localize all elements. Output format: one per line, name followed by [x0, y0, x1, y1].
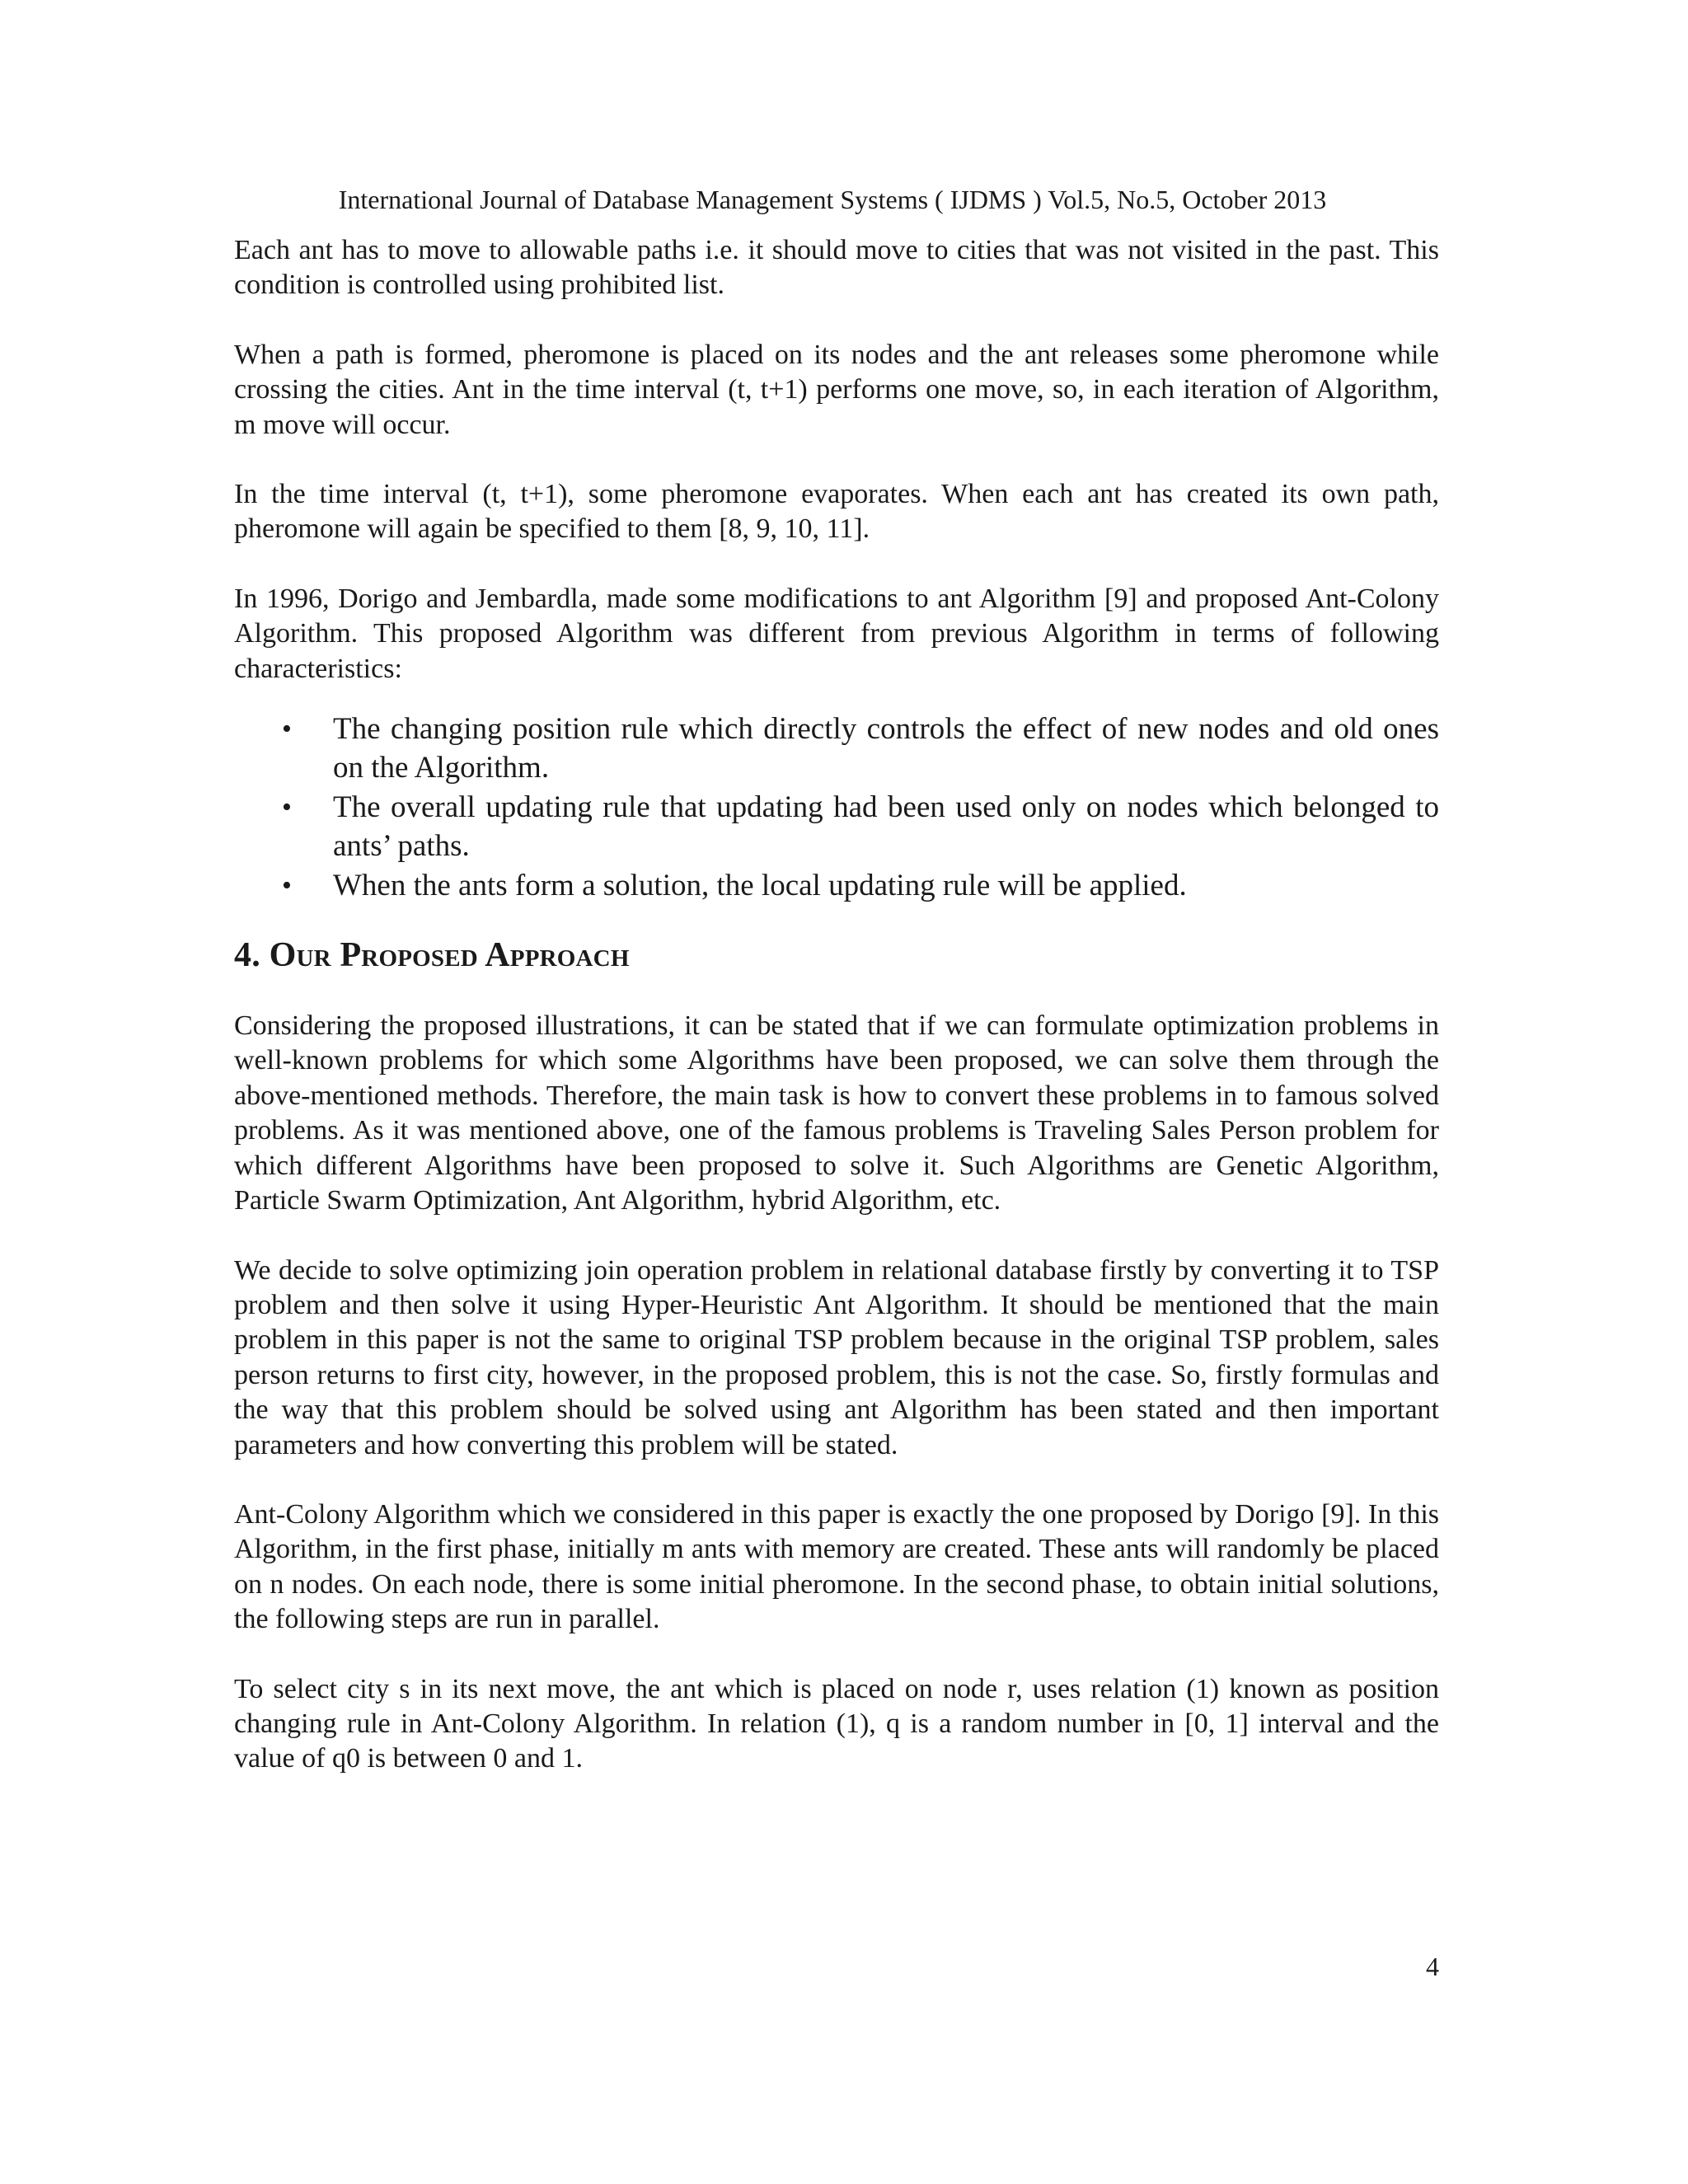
paragraph-considering: Considering the proposed illustrations, it can be stated that if we can formulate optimization problems in well-known problems for which some Algorithms have been proposed, we can solve them through the above-mentioned methods. Therefore, the main task is how to convert these problems in to famous solved problems. As it was mentioned above, one of the famous problems is Traveling Sales Person problem for which different Algorithms have been proposed to solve it. Such Algorithms are Genetic Algorithm, Particle Swarm Optimization, Ant Algorithm, hybrid Algorithm, etc.	[234, 1010, 1439, 1216]
list-item	[234, 788, 1439, 865]
page-number: 4	[1426, 1952, 1439, 1981]
bullet-icon: •	[282, 714, 292, 745]
section-heading: 4. Our Proposed Approach	[234, 936, 630, 975]
paragraph-path-formed: When a path is formed, pheromone is placed on its nodes and the ant releases some pheromone while crossing the cities. Ant in the time interval (t, t+1) performs one move, so, in each iteration of Algorithm, m move will occur.	[234, 339, 1439, 440]
paragraph-dorigo-1996: In 1996, Dorigo and Jembardla, made some modifications to ant Algorithm [9] and proposed Ant-Colony Algorithm. This proposed Algorithm was different from previous Algorithm in terms of following characteristics:	[234, 583, 1439, 684]
paragraph-select-city: To select city s in its next move, the ant which is placed on node r, uses relation (1) known as position changing rule in Ant-Colony Algorithm. In relation (1), q is a random number in [0, 1] interval and the value of q0 is between 0 and 1.	[234, 1673, 1439, 1774]
paragraph-ant-colony-phases: Ant-Colony Algorithm which we considered in this paper is exactly the one proposed by Dorigo [9]. In this Algorithm, in the first phase, initially m ants with memory are created. These ants will randomly be placed on n nodes. On each node, there is some initial pheromone. In the second phase, to obtain initial solutions, the following steps are run in parallel.	[234, 1498, 1439, 1635]
characteristics-list	[234, 710, 1439, 905]
list-item	[234, 866, 1439, 905]
bullet-icon: •	[282, 792, 292, 823]
list-item-text: When the ants form a solution, the local updating rule will be applied.	[333, 869, 1187, 903]
paragraph-allowable-paths: Each ant has to move to allowable paths i.e. it should move to cities that was not visited in the past. This condition is controlled using prohibited list.	[234, 235, 1439, 301]
paragraph-evaporation: In the time interval (t, t+1), some pheromone evaporates. When each ant has created its own path, pheromone will again be specified to them [8, 9, 10, 11].	[234, 479, 1439, 545]
paragraph-join-optimization: We decide to solve optimizing join operation problem in relational database firstly by converting it to TSP problem and then solve it using Hyper-Heuristic Ant Algorithm. It should be mentioned that the main problem in this paper is not the same to original TSP problem because in the original TSP problem, sales person returns to first city, however, in the proposed problem, this is not the case. So, firstly formulas and the way that this problem should be solved using ant Algorithm has been stated and then important parameters and how converting this problem will be stated.	[234, 1254, 1439, 1460]
body-text	[234, 233, 1439, 1811]
list-item-text: The overall updating rule that updating had been used only on nodes which belonged to ants’ paths.	[333, 790, 1439, 864]
bullet-icon: •	[282, 870, 292, 902]
list-item	[234, 710, 1439, 787]
running-header: International Journal of Database Management Systems ( IJDMS ) Vol.5, No.5, October 2013	[338, 185, 1327, 214]
list-item-text: The changing position rule which directly controls the effect of new nodes and old ones on the Algorithm.	[333, 712, 1439, 785]
